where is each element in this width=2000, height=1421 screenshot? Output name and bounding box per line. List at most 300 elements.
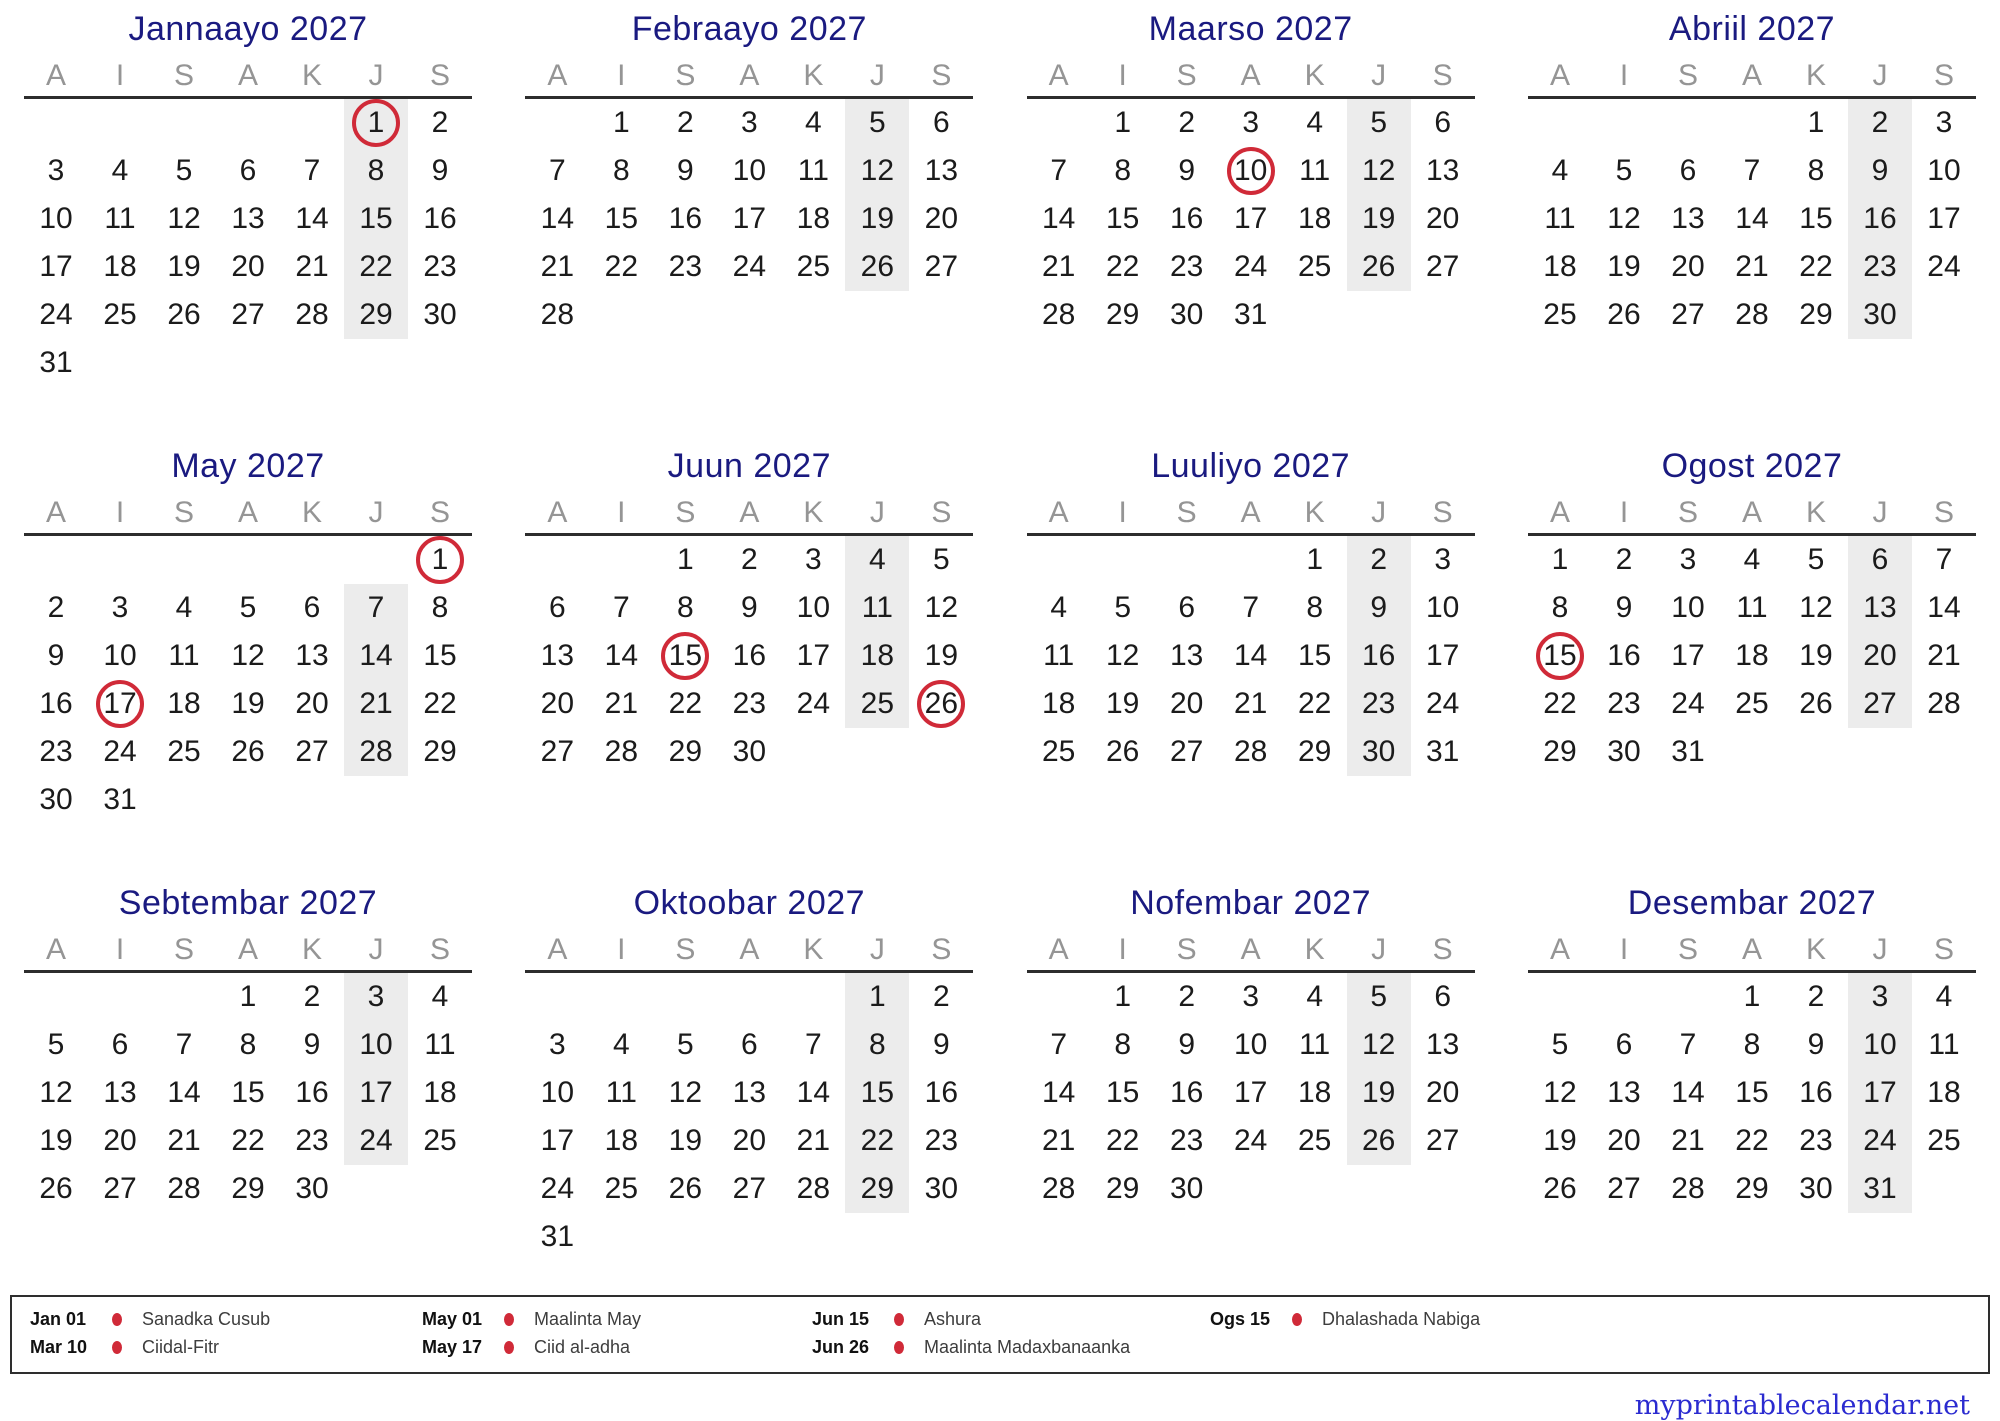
date-cell: 7: [804, 1028, 822, 1061]
date-cell: 2: [1615, 543, 1633, 576]
weekday-header: J: [368, 933, 384, 966]
date-cell: 18: [1041, 687, 1076, 720]
date-cell: 3: [1434, 543, 1451, 576]
date-cell: 18: [604, 1124, 639, 1157]
dates-grid: [1027, 99, 1475, 339]
date-cell: 12: [231, 639, 265, 672]
date-cell: 16: [39, 687, 73, 720]
weekday-header: K: [301, 933, 322, 966]
date-cell: 20: [1671, 250, 1705, 283]
date-cell: 26: [1105, 735, 1140, 768]
blank-cell: [525, 99, 589, 147]
weekday-header: K: [803, 59, 824, 92]
date-cell: 10: [39, 202, 73, 235]
date-cell: 26: [1607, 298, 1641, 331]
legend-date: Ogs 15: [1210, 1309, 1271, 1329]
weekday-header: S: [1432, 496, 1453, 529]
weekday-header-row: [1027, 933, 1475, 967]
weekday-header: S: [675, 933, 696, 966]
blank-cell: [216, 776, 280, 824]
legend-entry: [30, 1309, 422, 1330]
weekday-header: A: [45, 496, 66, 529]
weekday-header: J: [1371, 933, 1387, 966]
date-cell: 11: [1043, 639, 1075, 672]
date-cell: 23: [39, 735, 73, 768]
date-cell: 16: [924, 1076, 959, 1109]
date-cell: 24: [732, 250, 767, 283]
weekday-header: I: [1619, 59, 1629, 92]
date-cell: 12: [668, 1076, 703, 1109]
month-title: Luuliyo 2027: [1151, 447, 1351, 485]
weekday-header: A: [45, 59, 66, 92]
date-cell: 21: [295, 250, 329, 283]
date-cell: 9: [676, 154, 694, 187]
date-cell: 11: [1299, 154, 1331, 187]
date-cell: 4: [1306, 980, 1323, 1013]
date-cell: 8: [845, 1021, 909, 1069]
date-cell: 5: [175, 154, 193, 187]
date-cell: 30: [732, 735, 767, 768]
date-cell: 31: [540, 1220, 575, 1253]
date-cell: 1: [1114, 106, 1131, 139]
date-cell: 12: [845, 147, 909, 195]
month-desembar: [1528, 884, 1976, 1261]
date-cell: 10: [1671, 591, 1705, 624]
date-cell: 10: [1425, 591, 1460, 624]
date-cell: 24: [1425, 687, 1460, 720]
date-cell: 16: [732, 639, 767, 672]
date-cell: 12: [39, 1076, 73, 1109]
date-cell: 11: [1928, 1028, 1960, 1061]
date-cell: 1: [1306, 543, 1323, 576]
date-cell: 9: [1347, 584, 1411, 632]
holiday-ring-icon: [1227, 147, 1275, 195]
date-cell: 5: [239, 591, 257, 624]
date-cell: 28: [1041, 298, 1076, 331]
date-cell: 23: [295, 1124, 329, 1157]
date-cell: 11: [1544, 202, 1576, 235]
weekday-header: A: [1741, 59, 1762, 92]
weekday-header-row: [24, 496, 472, 530]
blank-cell: [24, 973, 88, 1021]
date-cell: 13: [103, 1076, 137, 1109]
date-cell: 10: [103, 639, 137, 672]
date-cell: 8: [1551, 591, 1569, 624]
date-cell: 11: [424, 1028, 456, 1061]
blank-cell: [408, 1165, 472, 1213]
date-cell: 20: [231, 250, 265, 283]
date-cell: 1: [239, 980, 257, 1013]
legend-date: May 01: [422, 1309, 483, 1329]
date-cell: 13: [1607, 1076, 1641, 1109]
legend-date: Jan 01: [30, 1309, 87, 1329]
weekday-header: S: [173, 933, 194, 966]
date-cell: 13: [295, 639, 329, 672]
date-cell: 13: [1425, 154, 1460, 187]
date-cell: 4: [111, 154, 129, 187]
date-cell: 17: [540, 1124, 575, 1157]
date-cell: 10: [1219, 147, 1283, 195]
weekday-header: J: [869, 496, 885, 529]
date-cell: 26: [1799, 687, 1833, 720]
weekday-header: S: [1432, 933, 1453, 966]
date-cell: 16: [1848, 195, 1912, 243]
date-cell: 15: [1297, 639, 1332, 672]
blank-cell: [216, 536, 280, 584]
weekday-header: K: [1304, 933, 1325, 966]
blank-cell: [717, 291, 781, 339]
date-cell: 30: [39, 783, 73, 816]
blank-cell: [845, 1213, 909, 1261]
date-cell: 24: [1927, 250, 1961, 283]
month-title: May 2027: [171, 447, 325, 485]
month-title: Abriil 2027: [1668, 10, 1836, 48]
date-cell: 12: [924, 591, 959, 624]
date-cell: 8: [239, 1028, 257, 1061]
date-cell: 18: [1297, 202, 1332, 235]
date-cell: 9: [1848, 147, 1912, 195]
date-cell: 10: [1848, 1021, 1912, 1069]
blank-cell: [653, 291, 717, 339]
date-cell: 1: [676, 543, 694, 576]
blank-cell: [216, 99, 280, 147]
date-cell: 26: [1347, 243, 1411, 291]
date-cell: 21: [1041, 1124, 1076, 1157]
date-cell: 19: [231, 687, 265, 720]
blank-cell: [152, 776, 216, 824]
date-cell: 21: [1671, 1124, 1705, 1157]
weekday-header: A: [547, 496, 568, 529]
date-cell: 13: [1425, 1028, 1460, 1061]
date-cell: 3: [1242, 980, 1259, 1013]
date-cell: 16: [1169, 1076, 1204, 1109]
date-cell: 3: [344, 973, 408, 1021]
date-cell: 29: [1735, 1172, 1769, 1205]
date-cell: 10: [1927, 154, 1961, 187]
date-cell: 23: [1347, 680, 1411, 728]
date-cell: 1: [612, 106, 630, 139]
date-cell: 14: [1735, 202, 1769, 235]
weekday-header: K: [301, 496, 322, 529]
date-cell: 28: [1233, 735, 1268, 768]
date-cell: 30: [423, 298, 457, 331]
date-cell: 17: [1425, 639, 1460, 672]
date-cell: 5: [1347, 973, 1411, 1021]
date-cell: 15: [1105, 202, 1140, 235]
date-cell: 18: [103, 250, 137, 283]
date-cell: 13: [1671, 202, 1705, 235]
weekday-header: A: [237, 933, 258, 966]
weekday-header: J: [368, 496, 384, 529]
date-cell: 15: [1105, 1076, 1140, 1109]
weekday-header: A: [739, 59, 760, 92]
date-cell: 15: [653, 632, 717, 680]
date-cell: 8: [431, 591, 449, 624]
blank-cell: [280, 99, 344, 147]
legend-label: Ciidal-Fitr: [142, 1337, 220, 1357]
date-cell: 2: [1178, 106, 1195, 139]
date-cell: 20: [1425, 202, 1460, 235]
date-cell: 11: [1299, 1028, 1331, 1061]
date-cell: 14: [1671, 1076, 1705, 1109]
dates-grid: [525, 99, 973, 339]
date-cell: 21: [1233, 687, 1268, 720]
date-cell: 29: [1543, 735, 1577, 768]
date-cell: 24: [103, 735, 137, 768]
date-cell: 26: [1347, 1117, 1411, 1165]
blank-cell: [589, 973, 653, 1021]
weekday-header: S: [1677, 496, 1698, 529]
date-cell: 8: [344, 147, 408, 195]
blank-cell: [344, 776, 408, 824]
date-cell: 14: [167, 1076, 201, 1109]
date-cell: 29: [1799, 298, 1833, 331]
date-cell: 22: [668, 687, 703, 720]
weekday-header: J: [869, 933, 885, 966]
date-cell: 28: [295, 298, 329, 331]
weekday-header: S: [1176, 59, 1197, 92]
date-cell: 2: [1178, 980, 1195, 1013]
date-cell: 10: [1233, 1028, 1268, 1061]
weekday-header: I: [617, 59, 626, 92]
date-cell: 28: [796, 1172, 831, 1205]
date-cell: 29: [231, 1172, 265, 1205]
date-cell: 3: [804, 543, 822, 576]
weekday-header: K: [1304, 59, 1325, 92]
weekday-header: A: [1240, 933, 1261, 966]
date-cell: 8: [612, 154, 630, 187]
date-cell: 3: [111, 591, 129, 624]
date-cell: 29: [1297, 735, 1332, 768]
month-title: Sebtembar 2027: [118, 884, 378, 922]
date-cell: 28: [1735, 298, 1769, 331]
weekday-header: S: [173, 59, 194, 92]
date-cell: 23: [1169, 250, 1204, 283]
date-cell: 27: [1671, 298, 1705, 331]
month-abriil: [1528, 10, 1976, 387]
date-cell: 9: [47, 639, 65, 672]
date-cell: 21: [344, 680, 408, 728]
blank-cell: [781, 291, 845, 339]
weekday-header: I: [617, 933, 626, 966]
date-cell: 22: [1799, 250, 1833, 283]
weekday-header-row: [1027, 496, 1475, 530]
date-cell: 22: [1297, 687, 1332, 720]
blank-cell: [1027, 973, 1091, 1021]
dates-grid: [1027, 536, 1475, 776]
date-cell: 6: [239, 154, 257, 187]
blank-cell: [344, 339, 408, 387]
blank-cell: [845, 728, 909, 776]
legend-entry: [30, 1337, 422, 1358]
date-cell: 17: [1233, 1076, 1268, 1109]
date-cell: 24: [796, 687, 831, 720]
weekday-header: S: [429, 59, 450, 92]
weekday-header: A: [739, 496, 760, 529]
date-cell: 2: [932, 980, 950, 1013]
date-cell: 31: [1671, 735, 1705, 768]
weekday-header: I: [1619, 933, 1629, 966]
date-cell: 12: [1347, 1021, 1411, 1069]
month-oktoobar: [525, 884, 973, 1261]
weekday-header: I: [617, 496, 626, 529]
blank-cell: [152, 536, 216, 584]
date-cell: 2: [1848, 99, 1912, 147]
website-link[interactable]: myprintablecalendar.net: [1634, 1390, 1970, 1421]
date-cell: 11: [845, 584, 909, 632]
weekday-header: A: [1240, 496, 1261, 529]
date-cell: 11: [1736, 591, 1768, 624]
blank-cell: [1656, 99, 1720, 147]
date-cell: 9: [740, 591, 758, 624]
date-cell: 19: [1347, 1069, 1411, 1117]
date-cell: 8: [676, 591, 694, 624]
blank-cell: [216, 339, 280, 387]
date-cell: 13: [1848, 584, 1912, 632]
legend-entry: [422, 1337, 812, 1358]
date-cell: 22: [231, 1124, 265, 1157]
holiday-dot-icon: [894, 1341, 904, 1354]
date-cell: 19: [924, 639, 959, 672]
date-cell: 29: [344, 291, 408, 339]
date-cell: 23: [732, 687, 767, 720]
date-cell: 11: [104, 202, 136, 235]
weekday-header: K: [1805, 496, 1826, 529]
weekday-header: K: [803, 933, 824, 966]
date-cell: 22: [604, 250, 639, 283]
date-cell: 28: [1671, 1172, 1705, 1205]
blank-cell: [1027, 99, 1091, 147]
date-cell: 9: [303, 1028, 321, 1061]
weekday-header: S: [1933, 933, 1954, 966]
date-cell: 28: [1041, 1172, 1076, 1205]
weekday-header: J: [1371, 496, 1387, 529]
date-cell: 25: [796, 250, 831, 283]
legend-column: [422, 1309, 812, 1358]
date-cell: 15: [1528, 632, 1592, 680]
dates-grid: [1528, 973, 1976, 1213]
date-cell: 11: [605, 1076, 637, 1109]
blank-cell: [1528, 99, 1592, 147]
weekday-header-row: [24, 59, 472, 93]
date-cell: 24: [1233, 250, 1268, 283]
date-cell: 8: [1114, 1028, 1131, 1061]
date-cell: 18: [1735, 639, 1769, 672]
date-cell: 6: [1178, 591, 1195, 624]
holiday-dot-icon: [894, 1313, 904, 1326]
date-cell: 12: [1543, 1076, 1577, 1109]
date-cell: 25: [1543, 298, 1577, 331]
date-cell: 27: [103, 1172, 137, 1205]
blank-cell: [1592, 99, 1656, 147]
date-cell: 4: [804, 106, 822, 139]
blank-cell: [1720, 99, 1784, 147]
dates-grid: [24, 99, 472, 387]
date-cell: 19: [668, 1124, 703, 1157]
date-cell: 7: [175, 1028, 193, 1061]
date-cell: 18: [845, 632, 909, 680]
month-title: Ogost 2027: [1661, 447, 1843, 485]
date-cell: 3: [47, 154, 65, 187]
date-cell: 22: [1543, 687, 1577, 720]
weekday-header: I: [1118, 933, 1127, 966]
date-cell: 30: [295, 1172, 329, 1205]
blank-cell: [280, 339, 344, 387]
weekday-header: J: [1872, 59, 1888, 92]
date-cell: 6: [111, 1028, 129, 1061]
date-cell: 14: [1041, 202, 1076, 235]
holiday-dot-icon: [112, 1341, 122, 1354]
date-cell: 6: [1615, 1028, 1633, 1061]
date-cell: 22: [1735, 1124, 1769, 1157]
month-title: Jannaayo 2027: [128, 10, 368, 48]
weekday-header: I: [1619, 496, 1629, 529]
date-cell: 15: [1799, 202, 1833, 235]
date-cell: 14: [295, 202, 329, 235]
date-cell: 20: [732, 1124, 767, 1157]
date-cell: 4: [1551, 154, 1569, 187]
legend-date: Jun 15: [812, 1309, 870, 1329]
date-cell: 19: [167, 250, 201, 283]
date-cell: 9: [1178, 154, 1195, 187]
date-cell: 6: [1434, 106, 1451, 139]
weekday-header: I: [115, 496, 125, 529]
weekday-header: S: [931, 933, 952, 966]
date-cell: 30: [1347, 728, 1411, 776]
date-cell: 7: [1743, 154, 1761, 187]
date-cell: 7: [1050, 154, 1067, 187]
date-cell: 25: [423, 1124, 457, 1157]
weekday-header: A: [547, 59, 568, 92]
date-cell: 20: [1169, 687, 1204, 720]
weekday-header-row: [525, 496, 973, 530]
weekday-header: S: [1176, 496, 1197, 529]
date-cell: 26: [845, 243, 909, 291]
date-cell: 3: [1679, 543, 1697, 576]
weekday-header-row: [1528, 496, 1976, 530]
holiday-ring-icon: [96, 680, 144, 728]
weekday-header: S: [429, 496, 450, 529]
month-ogost: [1528, 447, 1976, 824]
date-cell: 24: [1233, 1124, 1268, 1157]
date-cell: 7: [1050, 1028, 1067, 1061]
blank-cell: [1347, 1165, 1411, 1213]
weekday-header-row: [525, 933, 973, 967]
dates-grid: [525, 536, 973, 776]
date-cell: 7: [612, 591, 630, 624]
date-cell: 14: [1233, 639, 1268, 672]
date-cell: 9: [1178, 1028, 1195, 1061]
blank-cell: [589, 1213, 653, 1261]
holiday-legend: [10, 1295, 1990, 1374]
blank-cell: [525, 973, 589, 1021]
date-cell: 27: [1848, 680, 1912, 728]
weekday-header: K: [1805, 933, 1826, 966]
date-cell: 14: [344, 632, 408, 680]
date-cell: 6: [1679, 154, 1697, 187]
legend-column: [1210, 1309, 1988, 1358]
legend-label: Ciid al-adha: [534, 1337, 631, 1357]
month-title: Maarso 2027: [1148, 10, 1353, 48]
blank-cell: [1912, 291, 1976, 339]
date-cell: 14: [540, 202, 575, 235]
date-cell: 30: [924, 1172, 959, 1205]
legend-label: Maalinta May: [534, 1309, 642, 1329]
date-cell: 7: [1242, 591, 1259, 624]
date-cell: 17: [344, 1069, 408, 1117]
blank-cell: [1027, 536, 1091, 584]
date-cell: 31: [39, 346, 73, 379]
